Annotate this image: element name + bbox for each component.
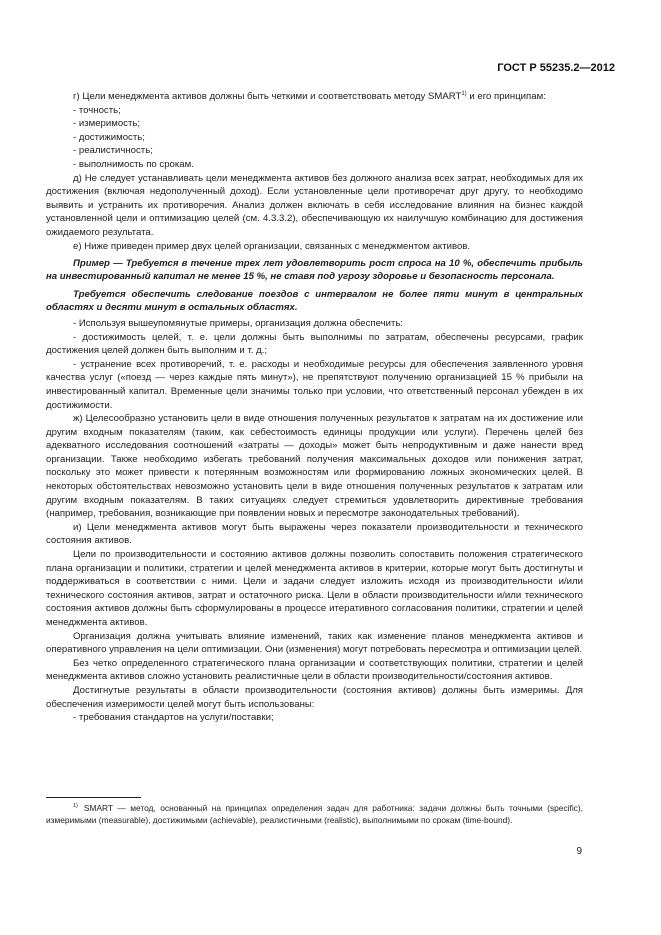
footnote-ref[interactable]: 1) <box>461 90 467 97</box>
paragraph-goals: Цели по производительности и состоянию активов должны позволить сопоставить положения стратегического плана организации и политики, стратегии и целей менеджмента активов в критерии, которые могут быть достигнуты и поддерживаться в соответствии с ними. Цели и задачи следует изложить исходя из производительности и/или технического состояния активов, затрат и остаточного риска. Цели в области производительности и/или технического состояния активов должны быть сформулированы в процессе итеративного согласования политики, стратегии и целей менеджмента активов. <box>46 549 583 628</box>
footnote-text: SMART — метод, основанный на принципах определения задач для работника: задачи должны быть точными (specific), измеримыми (measurable), достижимыми (achievable), реалистичными (realistic), выполнимыми по срокам (time-bound). <box>46 803 583 825</box>
list-item: - измеримость; <box>73 118 141 130</box>
paragraph-achievability: - достижимость целей, т. е. цели должны быть выполнимы по затратам, обеспечены ресурсами, график достижения целей должен быть выполним и т. д.; <box>46 331 583 357</box>
paragraph-i: и) Цели менеджмента активов могут быть выражены через показатели производительности и технического состояния активов. <box>46 521 583 547</box>
paragraph-g <box>46 90 583 104</box>
paragraph-last: - требования стандартов на услуги/поставки; <box>73 712 274 724</box>
example-1: Пример — Требуется в течение трех лет удовлетворить рост спроса на 10 %, обеспечить прибыль на инвестированный капитал не менее 15 %, не ставя под угрозу здоровье и безопасность персонала. <box>46 258 583 283</box>
main-text <box>46 90 583 725</box>
paragraph-remove: - устранение всех противоречий, т. е. расходы и необходимые ресурсы для обеспечения заявленного уровня качества услуг («поезд — через каждые пять минут»), не препятствуют получению организацией 15 % прибыли на инвестированный капитал. Временные цели значимы только при условии, что ответственный персонал убежден в их достижимости. <box>46 358 583 411</box>
page-number: 9 <box>576 846 582 857</box>
paragraph-e: е) Ниже приведен пример двух целей организации, связанных с менеджментом активов. <box>73 240 471 252</box>
paragraph-use: - Используя вышеупомянутые примеры, организация должна обеспечить: <box>73 317 404 329</box>
paragraph-organization: Организация должна учитывать влияние изменений, таких как изменение планов менеджмента активов и оперативного управления на цели оптимизации. Они (изменения) могут потребовать пересмотра и оптимизации целей. <box>46 630 583 656</box>
list-item: - достижимость; <box>73 131 145 143</box>
list-item: - выполнимость по срокам. <box>73 158 194 170</box>
paragraph-d: д) Не следует устанавливать цели менеджмента активов без должного анализа всех затрат, необходимых для их достижения (включая недополученный доход). Если установленные цели противоречат друг другу, то необходимо выявить и устранить их противоречия. Анализ должен включать в себя исследование влияния на бизнес каждой установленной цели и оптимизацию целей (см. 4.3.3.2), обеспечивающую их наилучшую комбинацию для достижения ожидаемого результата. <box>46 172 583 238</box>
footnote-marker: 1) <box>73 803 78 810</box>
paragraph-results: Достигнутые результаты в области производительности (состояния активов) должны быть измеримы. Для обеспечения измеримости целей могут быть использованы: <box>46 684 583 710</box>
paragraph-g-start: г) Цели менеджмента активов должны быть четкими и соответствовать методу SMART <box>73 91 462 102</box>
paragraph-g-end: и его принципам: <box>466 91 546 102</box>
footnote-separator <box>46 797 141 798</box>
list-item: - точность; <box>73 104 121 116</box>
document-id-header: ГОСТ Р 55235.2—2012 <box>497 62 615 74</box>
example-2: Требуется обеспечить следование поездов с интервалом не более пяти минут в центральных областях и десяти минут в остальных областях. <box>46 288 583 313</box>
paragraph-zh: ж) Целесообразно установить цели в виде отношения полученных результатов к затратам на их достижение или другим входным показателям (таким, как себестоимость единицы продукции или услуги). Перечень целей без адекватного исследования соотношений «затраты — доходы» может быть непродуктивным и даже нанести вред организации. Также необходимо избегать требований получения максимальных доходов или понижения затрат, поскольку это может привести к потерянным возможностям или формированию ложных экономических целей. В некоторых обстоятельствах невозможно установить цели в виде отношения полученных результатов к затратам или другим входным показателям. В таких ситуациях следует стремиться удовлетворить директивные требования (например, требования, возникающие при появлении новых и пересмотре законодательных требований). <box>46 413 583 520</box>
list-item: - реалистичность; <box>73 145 153 157</box>
footnote <box>46 802 583 826</box>
paragraph-without: Без четко определенного стратегического плана организации и соответствующих политики, стратегии и целей менеджмента активов сложно установить реалистичные цели в области производительности/состояния активов. <box>46 657 583 683</box>
